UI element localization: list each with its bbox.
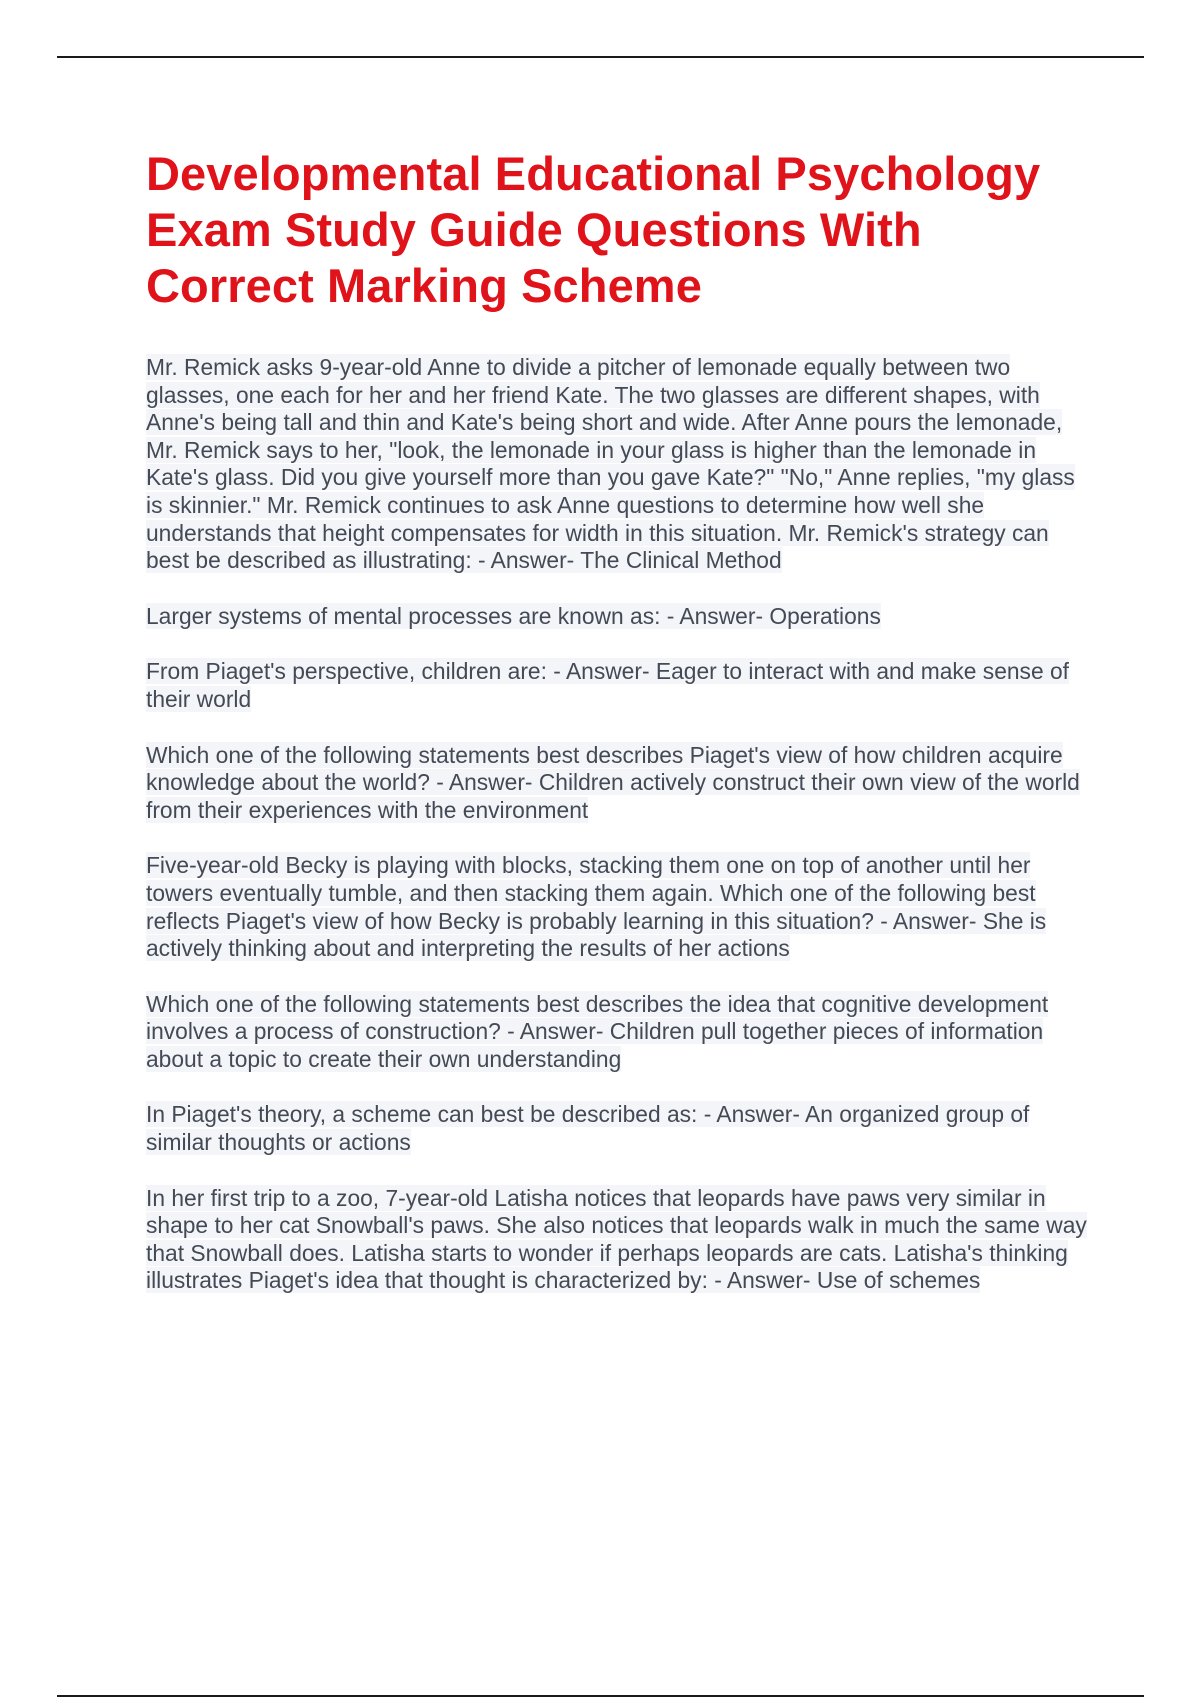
document-content <box>146 146 1096 1323</box>
qa-item-text: In her first trip to a zoo, 7-year-old Latisha notices that leopards have paws very similar in shape to her cat Snowball's paws. She also notices that leopards walk in much the same way that Snowball does. Latisha starts to wonder if perhaps leopards are cats. Latisha's thinking illustrates Piaget's idea that thought is characterized by: - Answer- Use of schemes <box>146 1184 1087 1294</box>
qa-item-text: Five-year-old Becky is playing with blocks, stacking them one on top of another until her towers eventually tumble, and then stacking them again. Which one of the following best reflects Piaget's view of how Becky is probably learning in this situation? - Answer- She is actively thinking about and interpreting the results of her actions <box>146 852 1047 962</box>
qa-item <box>146 354 1096 575</box>
document-title: Developmental Educational Psychology Exam Study Guide Questions With Correct Marking Scheme <box>146 147 1041 312</box>
qa-item <box>146 603 1096 631</box>
qa-item-text: Which one of the following statements best describes Piaget's view of how children acquire knowledge about the world? - Answer- Children actively construct their own view of the world from their experiences with the environment <box>146 741 1080 823</box>
qa-item <box>146 658 1096 713</box>
qa-item <box>146 1185 1096 1295</box>
qa-item <box>146 991 1096 1074</box>
qa-item-text: Which one of the following statements best describes the idea that cognitive development involves a process of construction? - Answer- Children pull together pieces of information about a topic to create their own understanding <box>146 990 1049 1072</box>
qa-item <box>146 1101 1096 1156</box>
qa-list <box>146 354 1096 1295</box>
top-rule <box>57 56 1144 58</box>
bottom-rule <box>57 1695 1144 1697</box>
qa-item-text: In Piaget's theory, a scheme can best be described as: - Answer- An organized group of similar thoughts or actions <box>146 1101 1030 1156</box>
qa-item-text: Mr. Remick asks 9-year-old Anne to divide a pitcher of lemonade equally between two glasses, one each for her and her friend Kate. The two glasses are different shapes, with Anne's being tall and thin and Kate's being short and wide. After Anne pours the lemonade, Mr. Remick says to her, "look, the lemonade in your glass is higher than the lemonade in Kate's glass. Did you give yourself more than you gave Kate?" "No," Anne replies, "my glass is skinnier." Mr. Remick continues to ask Anne questions to determine how well she understands that height compensates for width in this situation. Mr. Remick's strategy can best be described as illustrating: - Answer- The Clinical Method <box>146 354 1075 574</box>
qa-item-text: From Piaget's perspective, children are: - Answer- Eager to interact with and make sense of their world <box>146 658 1069 712</box>
qa-item <box>146 852 1096 962</box>
qa-item-text: Larger systems of mental processes are known as: - Answer- Operations <box>146 602 881 629</box>
qa-item <box>146 742 1096 825</box>
